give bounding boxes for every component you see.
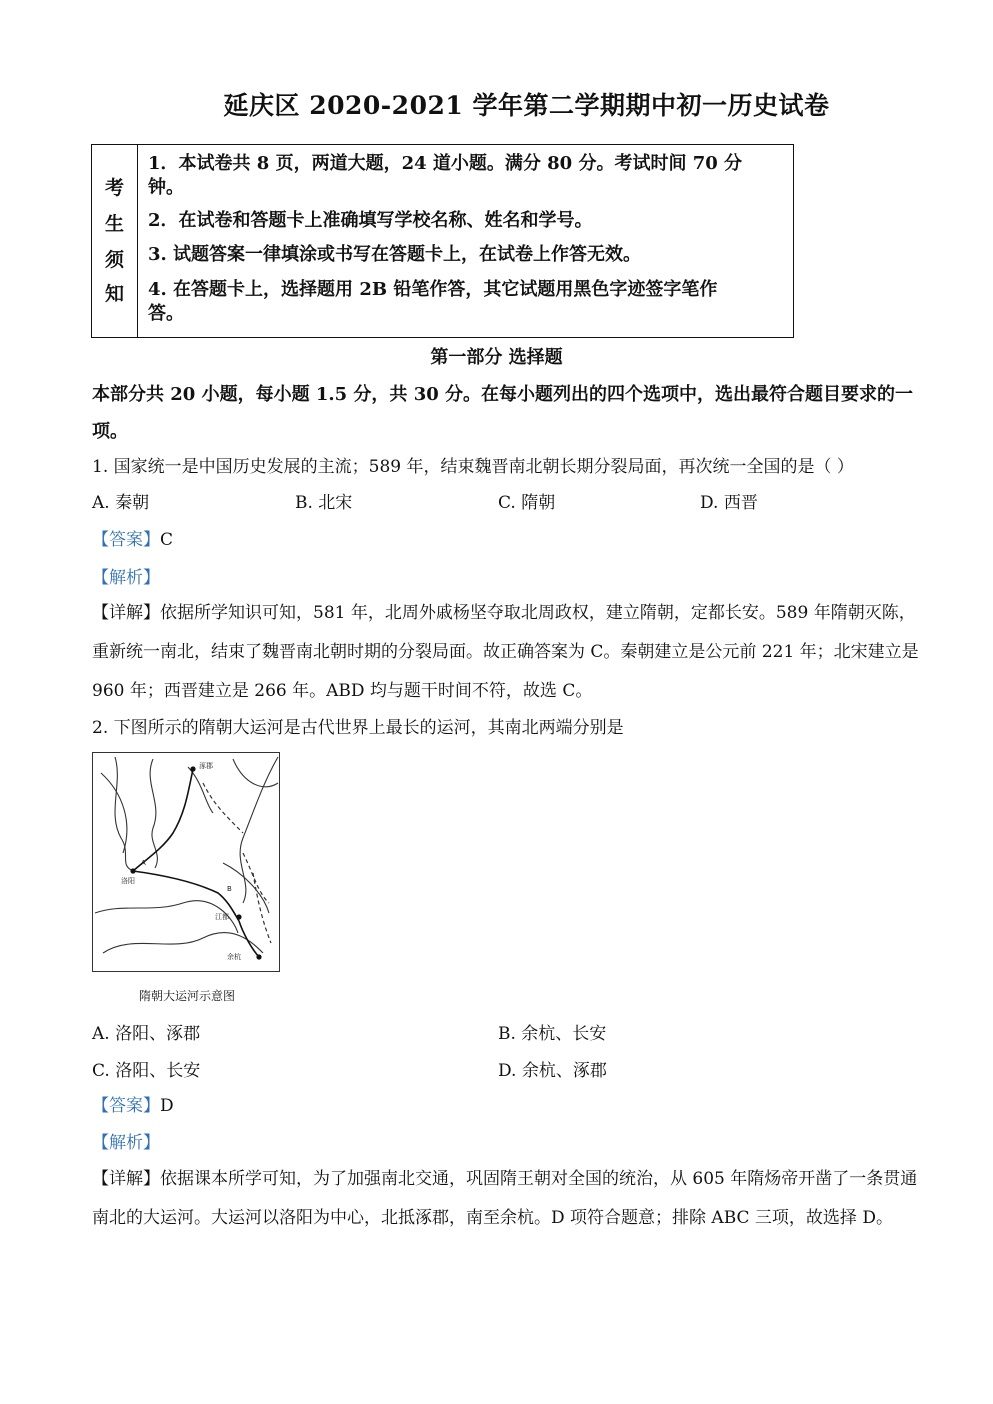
notice-item: 钟。 (148, 177, 184, 198)
detail-text: 依据课本所学可知，为了加强南北交通，巩固隋王朝对全国的统治，从 605 年隋炀帝开凿了一条贯通南北的大运河。大运河以洛阳为中心，北抵涿郡，南至余杭。D 项符合题意；排除 ABC 三项，故选择 D。 (92, 1169, 918, 1228)
page-title: 延庆区 2020-2021 学年第二学期期中初一历史试卷 (223, 91, 830, 120)
q1-option-a: A. 秦朝 (92, 493, 150, 513)
detail-tag: 【详解】 (92, 603, 160, 623)
map-label-luoyang: 洛阳 (121, 877, 135, 885)
notice-label-char: 知 (104, 283, 124, 305)
canal-map-svg (93, 753, 279, 971)
notice-label-char: 考 (104, 177, 124, 199)
notice-item: 4. 在答题卡上，选择题用 2B 铅笔作答，其它试题用黑色字迹签字笔作 (148, 279, 718, 300)
q1-detail (92, 594, 922, 711)
notice-item: 2．在试卷和答题卡上准确填写学校名称、姓名和学号。 (148, 210, 593, 231)
section-intro: 本部分共 20 小题，每小题 1.5 分，共 30 分。在每小题列出的四个选项中，选出最符合题目要求的一项。 (92, 384, 914, 442)
q2-option-b: B. 余杭、长安 (498, 1024, 607, 1044)
q1-analysis-tag: 【解析】 (92, 568, 160, 588)
notice-item: 答。 (148, 303, 184, 324)
q1-option-d: D. 西晋 (700, 493, 758, 513)
map-label-b: B (227, 885, 232, 893)
map-label-zhuojun: 涿郡 (199, 762, 213, 770)
detail-text: 依据所学知识可知，581 年，北周外戚杨坚夺取北周政权，建立隋朝，定都长安。589 年隋朝灭陈，重新统一南北，结束了魏晋南北朝时期的分裂局面。故正确答案为 C。秦朝建立是公元前 221 年；北宋建立是 960 年；西晋建立是 266 年。ABD 均与题干时间不符，故选 C。 (92, 603, 919, 701)
q1-answer (92, 528, 173, 552)
notice-item: 1．本试卷共 8 页，两道大题，24 道小题。满分 80 分。考试时间 70 分 (148, 153, 743, 174)
q2-option-a: A. 洛阳、涿郡 (92, 1024, 201, 1044)
map-caption: 隋朝大运河示意图 (138, 989, 235, 1003)
answer-tag: 【答案】 (92, 1096, 160, 1116)
q2-option-d: D. 余杭、涿郡 (498, 1061, 607, 1081)
answer-value: C (160, 530, 174, 550)
map-label-jiangdu: 江都 (215, 913, 229, 921)
q2-answer (92, 1094, 174, 1118)
map-label-a: A (141, 859, 146, 867)
notice-item: 3. 试题答案一律填涂或书写在答题卡上，在试卷上作答无效。 (148, 244, 642, 265)
notice-label-char: 须 (104, 249, 124, 271)
notice-label-column (92, 145, 138, 337)
grand-canal-map (92, 752, 280, 972)
q2-option-c: C. 洛阳、长安 (92, 1061, 201, 1081)
notice-label-char: 生 (104, 213, 124, 235)
q2-analysis-tag: 【解析】 (92, 1133, 160, 1153)
answer-value: D (160, 1096, 174, 1116)
question-2-stem: 2. 下图所示的隋朝大运河是古代世界上最长的运河，其南北两端分别是 (92, 718, 624, 738)
detail-tag: 【详解】 (92, 1169, 160, 1189)
exam-notice-box (91, 144, 794, 338)
question-1-stem: 1. 国家统一是中国历史发展的主流；589 年，结束魏晋南北朝长期分裂局面，再次统一全国的是（ ） (92, 457, 854, 477)
q2-detail (92, 1160, 922, 1238)
map-label-yuhang: 余杭 (227, 953, 241, 961)
q1-option-b: B. 北宋 (295, 493, 353, 513)
answer-tag: 【答案】 (92, 530, 160, 550)
section-title: 第一部分 选择题 (430, 347, 563, 368)
q1-option-c: C. 隋朝 (498, 493, 556, 513)
